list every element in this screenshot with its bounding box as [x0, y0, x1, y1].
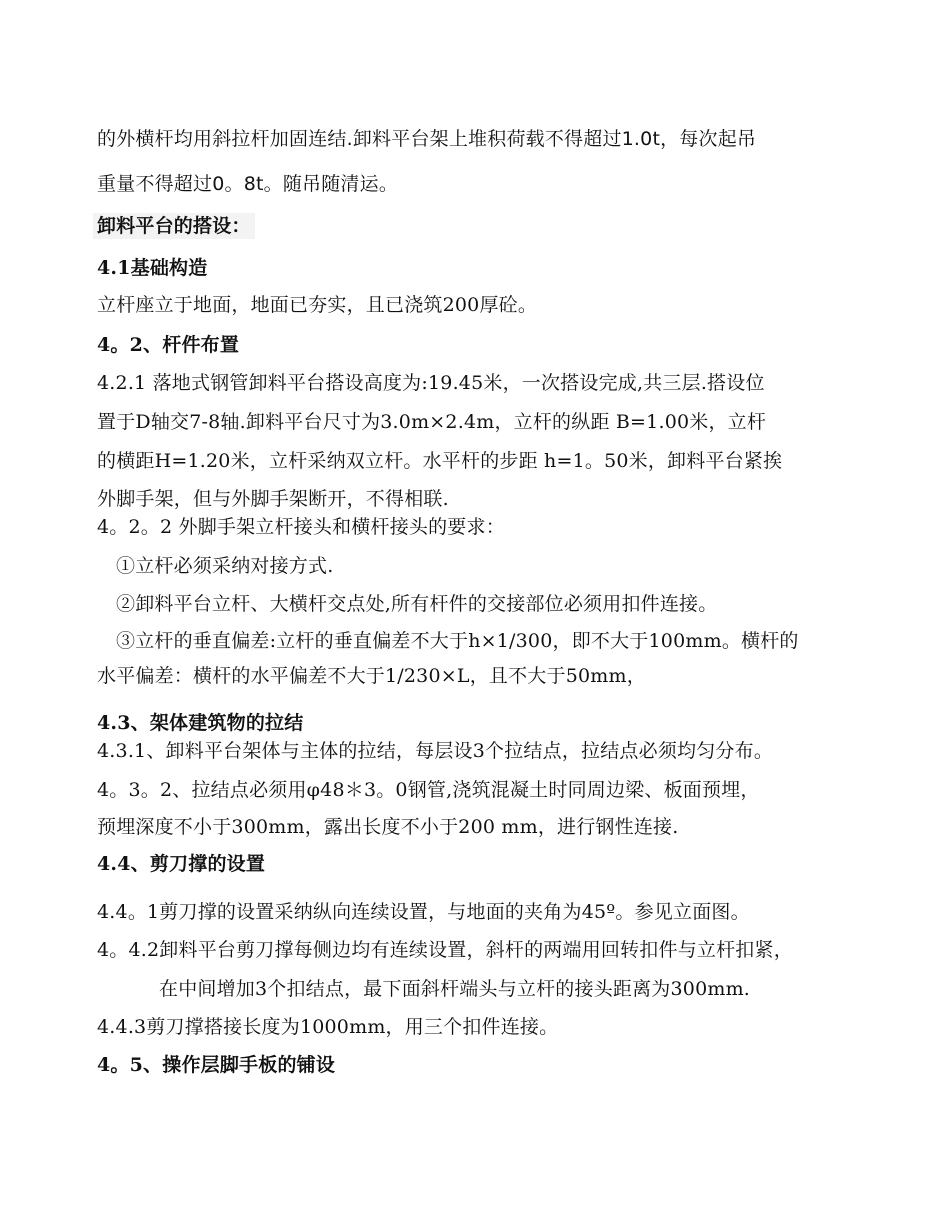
section-heading: 4。5、操作层脚手板的铺设	[97, 1054, 336, 1076]
text-line: 的横距H=1.20米，立杆采纳双立杆。水平杆的步距 h=1。50米，卸料平台紧挨	[97, 450, 783, 472]
text-line: 在中间增加3个扣结点，最下面斜杆端头与立杆的接头距离为300mm.	[159, 978, 751, 1000]
text-line: 4。3。2、拉结点必须用φ48＊3。0钢管,浇筑混凝土时同周边梁、板面预埋，	[97, 779, 760, 801]
section-heading: 4.1基础构造	[97, 257, 208, 279]
section-heading	[97, 214, 255, 238]
text-line: 4。4.2卸料平台剪刀撑每侧边均有连续设置，斜杆的两端用回转扣件与立杆扣紧，	[97, 939, 793, 961]
text-line: 的外横杆均用斜拉杆加固连结.卸料平台架上堆积荷载不得超过1.0t，每次起吊	[97, 128, 757, 150]
text-line: 置于D轴交7-8轴.卸料平台尺寸为3.0m×2.4m，立杆的纵距 B=1.00米，立杆	[97, 411, 767, 433]
text-line: 预埋深度不小于300mm，露出长度不小于200 mm，进行钢性连接.	[97, 816, 679, 838]
text-line: 4.2.1 落地式钢管卸料平台搭设高度为:19.45米，一次搭设完成,共三层.搭设位	[97, 372, 765, 394]
list-item: ①立杆必须采纳对接方式.	[116, 555, 334, 577]
section-heading: 4.4、剪刀撑的设置	[97, 853, 266, 875]
text-line: 重量不得超过0。8t。随吊随清运。	[97, 173, 399, 195]
text-line: 立杆座立于地面，地面已夯实，且已浇筑200厚砼。	[97, 294, 538, 316]
text-line: 4.3.1、卸料平台架体与主体的拉结，每层设3个拉结点，拉结点必须均匀分布。	[97, 740, 774, 762]
section-heading: 4。2、杆件布置	[97, 334, 240, 356]
text-line: 4.4.3剪刀撑搭接长度为1000mm，用三个扣件连接。	[97, 1016, 559, 1038]
section-heading: 4.3、架体建筑物的拉结	[97, 712, 304, 734]
text-line: 4。2。2 外脚手架立杆接头和横杆接头的要求：	[97, 516, 505, 538]
text-line: 4.4。1剪刀撑的设置采纳纵向连续设置，与地面的夹角为45º。参见立面图。	[97, 901, 750, 923]
text-line: 外脚手架，但与外脚手架断开，不得相联.	[97, 488, 449, 510]
heading-text: 卸料平台的搭设：	[93, 213, 255, 239]
text-line: 水平偏差：横杆的水平偏差不大于1/230×L，且不大于50mm，	[97, 665, 646, 687]
list-item: ②卸料平台立杆、大横杆交点处,所有杆件的交接部位必须用扣件连接。	[116, 593, 718, 615]
list-item: ③立杆的垂直偏差:立杆的垂直偏差不大于h×1/300，即不大于100mm。横杆的	[116, 630, 799, 652]
